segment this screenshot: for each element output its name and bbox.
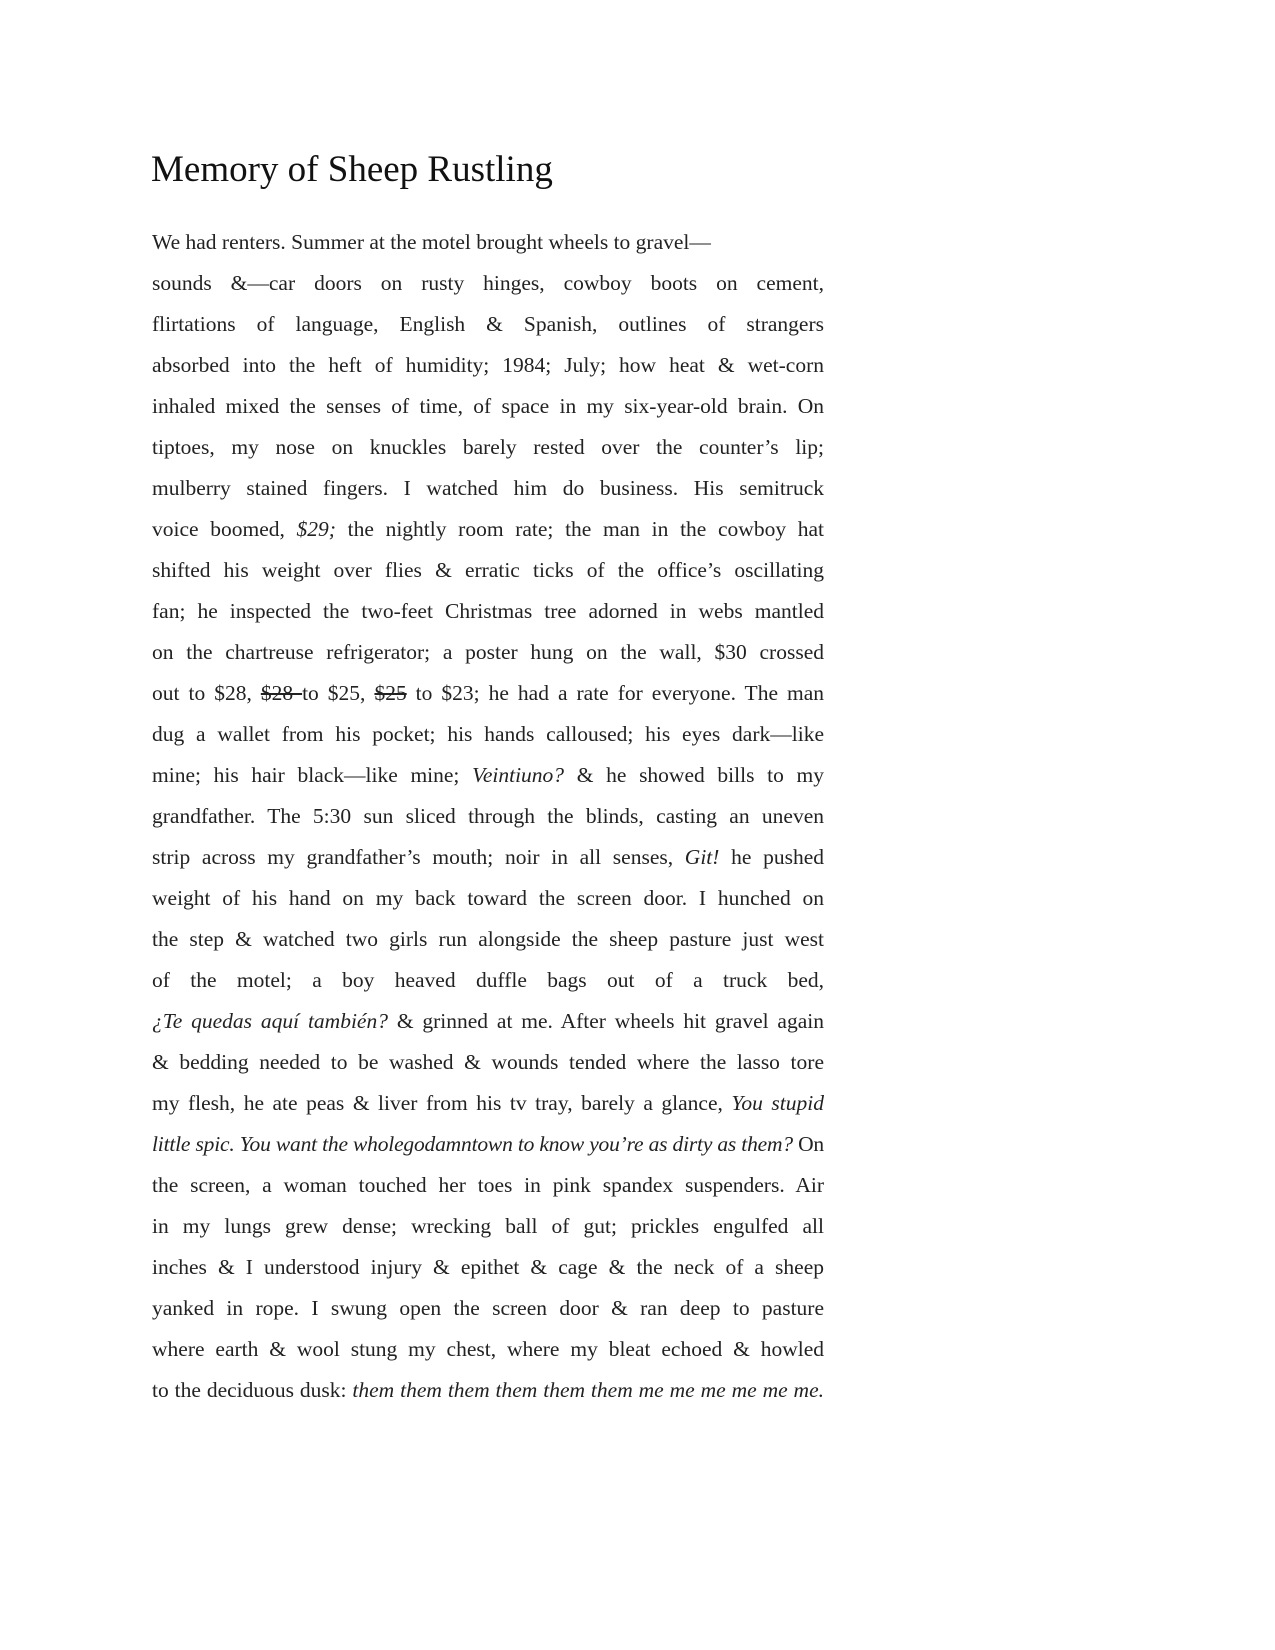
text-segment: to $23; he had a rate for everyone. The man xyxy=(406,681,824,705)
italic-phrase: ¿Te quedas aquí también? xyxy=(152,1009,388,1033)
text-line xyxy=(152,919,824,960)
text-line xyxy=(152,878,824,919)
italic-phrase: little spic. You want the wholegodamntown to know you’re as dirty as them? xyxy=(152,1132,793,1156)
text-segment: sounds &—car doors on rusty hinges, cowboy boots on cement, xyxy=(152,271,824,295)
text-segment: of the motel; a boy heaved duffle bags out of a truck bed, xyxy=(152,968,824,992)
text-segment: my flesh, he ate peas & liver from his tv tray, barely a glance, xyxy=(152,1091,732,1115)
text-line xyxy=(152,1370,824,1411)
text-segment: to the deciduous dusk: xyxy=(152,1378,353,1402)
text-segment: on the chartreuse refrigerator; a poster hung on the wall, $30 crossed xyxy=(152,640,824,664)
italic-phrase: Veintiuno? xyxy=(472,763,565,787)
text-line xyxy=(152,960,824,1001)
text-line xyxy=(152,222,824,263)
text-segment: On xyxy=(792,1132,824,1156)
text-segment: to $25, xyxy=(302,681,375,705)
text-line xyxy=(152,755,824,796)
text-line xyxy=(152,1001,824,1042)
text-line xyxy=(152,427,824,468)
text-line xyxy=(152,1124,824,1165)
struck-price: $25 xyxy=(374,681,407,705)
text-segment: fan; he inspected the two-feet Christmas tree adorned in webs mantled xyxy=(152,599,824,623)
text-segment: tiptoes, my nose on knuckles barely rested over the counter’s lip; xyxy=(152,435,824,459)
text-line xyxy=(152,1206,824,1247)
struck-price: $28 xyxy=(260,681,303,705)
text-line xyxy=(152,509,824,550)
text-line xyxy=(152,1288,824,1329)
text-segment: mulberry stained fingers. I watched him do business. His semitruck xyxy=(152,476,824,500)
text-segment: grandfather. The 5:30 sun sliced through the blinds, casting an uneven xyxy=(152,804,824,828)
text-segment: he pushed xyxy=(719,845,824,869)
text-segment: strip across my grandfather’s mouth; noir in all senses, xyxy=(152,845,685,869)
text-line xyxy=(152,263,824,304)
text-segment: the step & watched two girls run alongside the sheep pasture just west xyxy=(152,927,824,951)
text-segment: & he showed bills to my xyxy=(564,763,824,787)
prose-poem-body xyxy=(152,222,824,1411)
text-line xyxy=(152,386,824,427)
text-line xyxy=(152,632,824,673)
text-segment: We had renters. Summer at the motel brought wheels to gravel— xyxy=(152,230,711,254)
italic-phrase: them them them them them them me me me me me me. xyxy=(352,1378,824,1402)
text-line xyxy=(152,714,824,755)
text-line xyxy=(152,1247,824,1288)
text-line xyxy=(152,1042,824,1083)
text-segment: yanked in rope. I swung open the screen door & ran deep to pasture xyxy=(152,1296,824,1320)
text-segment: shifted his weight over flies & erratic ticks of the office’s oscillating xyxy=(152,558,824,582)
text-segment: where earth & wool stung my chest, where my bleat echoed & howled xyxy=(152,1337,824,1361)
text-segment: weight of his hand on my back toward the screen door. I hunched on xyxy=(152,886,824,910)
text-line xyxy=(152,673,824,714)
text-segment: & grinned at me. After wheels hit gravel again xyxy=(387,1009,824,1033)
text-segment: flirtations of language, English & Spanish, outlines of strangers xyxy=(152,312,824,336)
text-line xyxy=(152,304,824,345)
text-line xyxy=(152,1165,824,1206)
text-segment: in my lungs grew dense; wrecking ball of gut; prickles engulfed all xyxy=(152,1214,824,1238)
text-line xyxy=(152,796,824,837)
text-line xyxy=(152,468,824,509)
text-line xyxy=(152,1329,824,1370)
text-segment: the screen, a woman touched her toes in pink spandex suspenders. Air xyxy=(152,1173,824,1197)
text-segment: inches & I understood injury & epithet & cage & the neck of a sheep xyxy=(152,1255,824,1279)
text-segment: voice boomed, xyxy=(152,517,297,541)
text-segment: mine; his hair black—like mine; xyxy=(152,763,473,787)
italic-phrase: You stupid xyxy=(731,1091,824,1115)
text-line xyxy=(152,345,824,386)
text-segment: the nightly room rate; the man in the cowboy hat xyxy=(335,517,825,541)
text-segment: inhaled mixed the senses of time, of space in my six-year-old brain. On xyxy=(152,394,824,418)
text-segment: dug a wallet from his pocket; his hands calloused; his eyes dark—like xyxy=(152,722,824,746)
italic-phrase: Git! xyxy=(684,845,720,869)
text-segment: out to $28, xyxy=(152,681,261,705)
text-segment: & bedding needed to be washed & wounds tended where the lasso tore xyxy=(152,1050,824,1074)
text-line xyxy=(152,550,824,591)
text-segment: absorbed into the heft of humidity; 1984; July; how heat & wet-corn xyxy=(152,353,824,377)
text-line xyxy=(152,591,824,632)
italic-phrase: $29; xyxy=(296,517,336,541)
page-title: Memory of Sheep Rustling xyxy=(151,149,553,190)
text-line xyxy=(152,1083,824,1124)
text-line xyxy=(152,837,824,878)
